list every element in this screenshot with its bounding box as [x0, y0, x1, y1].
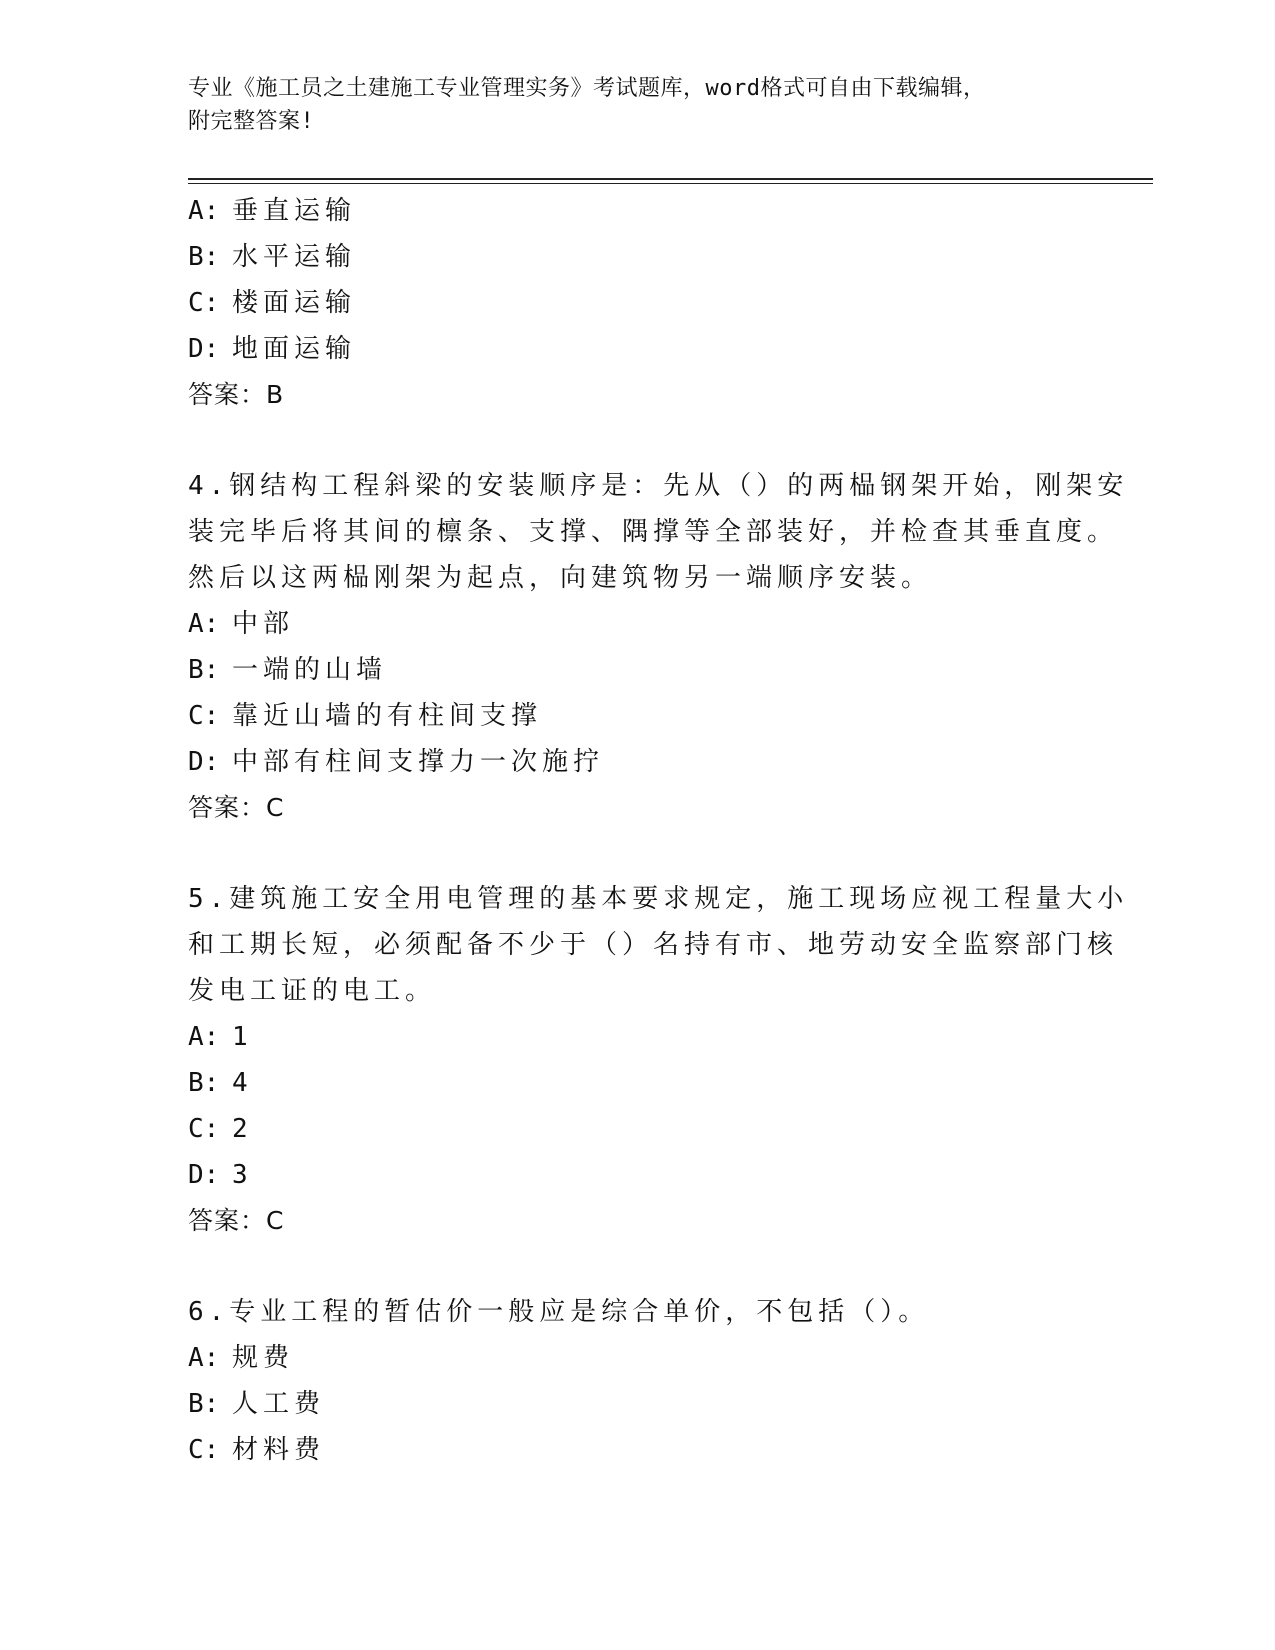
option-text: 人工费: [232, 1389, 326, 1419]
question-stem-line: 发电工证的电工。: [188, 976, 437, 1006]
option-b: [188, 647, 1088, 693]
option-d: [188, 739, 1088, 785]
option-b: [188, 234, 1088, 280]
option-a: [188, 1335, 1088, 1381]
option-b: [188, 1381, 1088, 1427]
option-label: C:: [188, 1435, 220, 1465]
option-label: D:: [188, 747, 220, 777]
option-text: 规费: [232, 1343, 295, 1373]
option-a: [188, 188, 1088, 234]
option-c: [188, 1427, 1088, 1473]
question-stem-line: 4.钢结构工程斜梁的安装顺序是：先从（）的两榀钢架开始，刚架安: [188, 471, 1129, 501]
question-4: [188, 463, 1129, 831]
question-stem-line: 装完毕后将其间的檩条、支撑、隅撑等全部装好，并检查其垂直度。: [188, 517, 1119, 547]
option-label: C:: [188, 1114, 220, 1144]
answer-line: 答案：B: [188, 380, 285, 409]
question-stem-line: 5.建筑施工安全用电管理的基本要求规定，施工现场应视工程量大小: [188, 884, 1129, 914]
document-header: [188, 72, 1148, 138]
answer-line: 答案：C: [188, 793, 285, 822]
question-stem-line: 然后以这两榀刚架为起点，向建筑物另一端顺序安装。: [188, 563, 933, 593]
option-c: [188, 1106, 1088, 1152]
option-text: 垂直运输: [232, 196, 357, 226]
option-label: C:: [188, 288, 220, 318]
option-d: [188, 1152, 1088, 1198]
question-spacer: [188, 418, 1088, 463]
option-text: 1: [232, 1022, 253, 1052]
option-text: 材料费: [232, 1435, 326, 1465]
header-divider-thick: [188, 178, 1153, 180]
question-content: [188, 188, 1129, 1473]
option-label: A:: [188, 196, 220, 226]
question-5: [188, 876, 1129, 1244]
option-label: B:: [188, 1389, 220, 1419]
option-text: 楼面运输: [232, 288, 357, 318]
option-d: [188, 326, 1088, 372]
option-label: D:: [188, 334, 220, 364]
option-text: 3: [232, 1160, 253, 1190]
answer-line: 答案：C: [188, 1206, 285, 1235]
option-label: D:: [188, 1160, 220, 1190]
question-spacer: [188, 831, 1088, 876]
header-divider-thin: [188, 183, 1153, 184]
header-title-line-1: 专业《施工员之土建施工专业管理实务》考试题库，word格式可自由下载编辑，: [188, 76, 986, 101]
option-label: C:: [188, 701, 220, 731]
option-label: A:: [188, 1343, 220, 1373]
option-label: B:: [188, 655, 220, 685]
option-text: 一端的山墙: [232, 655, 388, 685]
option-text: 水平运输: [232, 242, 357, 272]
option-a: [188, 601, 1088, 647]
question-6: [188, 1289, 1088, 1473]
question-stem-line: 6.专业工程的暂估价一般应是综合单价，不包括（）。: [188, 1297, 930, 1327]
question-3: [188, 188, 1088, 418]
question-spacer: [188, 1244, 1088, 1289]
option-c: [188, 280, 1088, 326]
option-label: A:: [188, 609, 220, 639]
option-text: 靠近山墙的有柱间支撑: [232, 701, 543, 731]
option-a: [188, 1014, 1088, 1060]
option-label: A:: [188, 1022, 220, 1052]
header-title-line-2: 附完整答案!: [188, 109, 315, 134]
option-text: 4: [232, 1068, 253, 1098]
option-text: 中部: [232, 609, 295, 639]
option-text: 2: [232, 1114, 253, 1144]
option-text: 中部有柱间支撑力一次施拧: [232, 747, 605, 777]
option-label: B:: [188, 1068, 220, 1098]
option-b: [188, 1060, 1088, 1106]
question-stem-line: 和工期长短，必须配备不少于（）名持有市、地劳动安全监察部门核: [188, 930, 1119, 960]
option-text: 地面运输: [232, 334, 357, 364]
option-c: [188, 693, 1088, 739]
option-label: B:: [188, 242, 220, 272]
